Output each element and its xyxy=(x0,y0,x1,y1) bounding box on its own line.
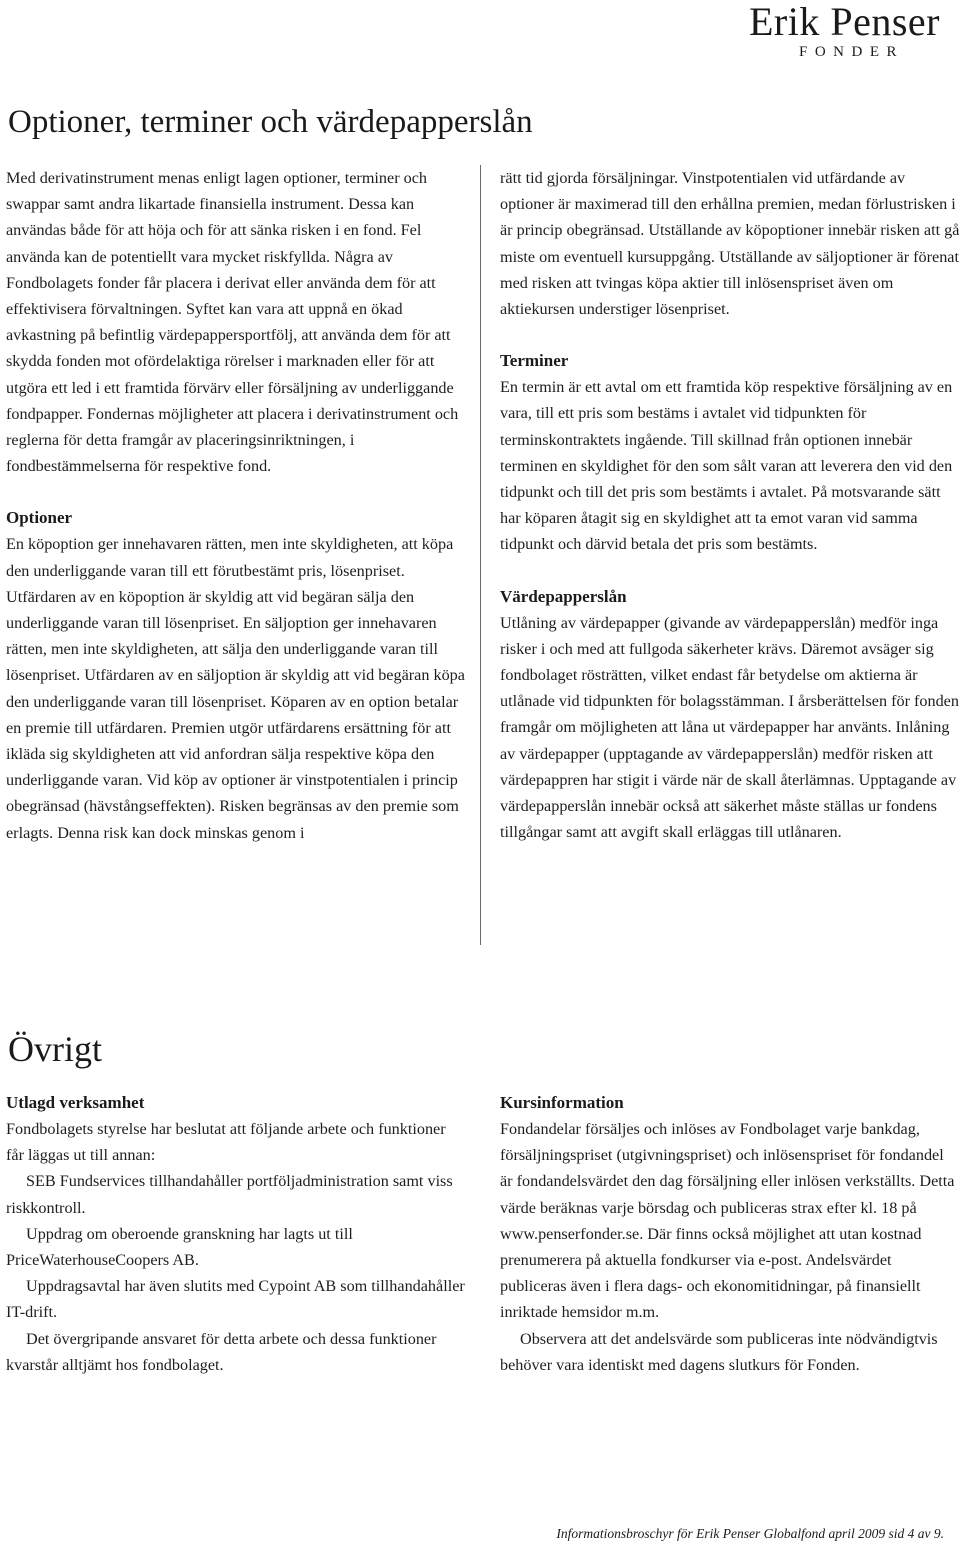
left-column xyxy=(6,165,466,846)
page-title: Optioner, terminer och värdepapperslån xyxy=(8,104,533,140)
logo-subtitle: FONDER xyxy=(798,44,904,60)
kurs-column xyxy=(500,1090,960,1378)
utlagd-column xyxy=(6,1090,466,1378)
utlagd-item: Uppdragsavtal har även slutits med Cypoint AB som tillhandahåller IT-drift. xyxy=(6,1277,465,1322)
optioner-heading: Optioner xyxy=(6,508,73,528)
utlagd-intro: Fondbolagets styrelse har beslutat att följande arbete och funktioner får läggas ut till annan: xyxy=(6,1120,446,1165)
utlagd-item: Det övergripande ansvaret för detta arbete och dessa funktioner kvarstår alltjämt hos fondbolaget. xyxy=(6,1329,437,1374)
utlagd-item: SEB Fundservices tillhandahåller portföljadministration samt viss riskkontroll. xyxy=(6,1172,453,1217)
utlagd-item: Uppdrag om oberoende granskning har lagts ut till PriceWaterhouseCoopers AB. xyxy=(6,1224,353,1270)
right-column xyxy=(500,165,960,845)
vardepapperslan-paragraph: Utlåning av värdepapper (givande av värdepapperslån) medför inga risker i och med att fullgoda säkerheter krävs. Däremot avsäger sig fondbolaget rösträtten, vilket endast får betydelse om aktierna är utlånade vid tidpunkten för bolagsstämman. I årsberättelsen för fonden framgår om möjligheten att låna ut värdepapper har använts. Inlåning av värdepapper (upptagande av värdepapperslån) medför risken att värdepappren har stigit i värde när de skall återlämnas. Upptagande av värdepapperslån innebär också att säkerhet måste ställas ur fondens tillgångar samt att avgift skall erläggas till utlånaren. xyxy=(500,613,959,842)
vardepapperslan-heading: Värdepapperslån xyxy=(500,586,627,606)
optioner-continued-paragraph: rätt tid gjorda försäljningar. Vinstpotentialen vid utfärdande av optioner är maximerad till den erhållna premien, medan förlustrisken i är princip obegränsad. Utställande av köpoptioner innebär risken att gå miste om eventuell kursuppgång. Utställande av säljoptioner är förenat med risken att tvingas köpa aktier till inlösenspriset även om aktiekursen understiger lösenpriset. xyxy=(500,169,960,319)
utlagd-heading: Utlagd verksamhet xyxy=(6,1093,145,1112)
kurs-note: Observera att det andelsvärde som publiceras inte nödvändigtvis behöver vara identiskt med dagens slutkurs för Fonden. xyxy=(500,1329,938,1374)
page-footer: Informationsbroschyr för Erik Penser Globalfond april 2009 sid 4 av 9. xyxy=(556,1526,944,1541)
terminer-paragraph: En termin är ett avtal om ett framtida köp respektive försäljning av en vara, till ett pris som bestäms i avtalet vid tidpunkten för terminskontraktets ingående. Till skillnad från optionen innebär terminen en skyldighet för den som sålt varan att leverera den vid den tidpunkt och till det pris som bestämts i avtalet. På motsvarande sätt har köparen åtagit sig en skyldighet att ta emot varan vid samma tidpunkt och därvid betala det pris som bestämts. xyxy=(500,378,953,554)
kurs-heading: Kursinformation xyxy=(500,1093,624,1112)
ovrigt-title: Övrigt xyxy=(8,1029,102,1069)
kurs-paragraph: Fondandelar försäljes och inlöses av Fondbolaget varje bankdag, försäljningspriset (utgivningspriset) och inlösenspriset för fondandel är fondandelsvärdet den dag försäljning eller inlösen verkställts. Detta värde beräknas varje börsdag och publiceras strax efter kl. 18 på www.penserfonder.se. Där finns också möjlighet att utan kostnad prenumerera på aktuella fondkurser via e-post. Andelsvärdet publiceras även i flera dags- och ekonomitidningar, på finansiellt inriktade hemsidor m.m. xyxy=(500,1120,955,1322)
column-divider xyxy=(480,165,481,945)
logo xyxy=(749,2,940,61)
logo-name: Erik Penser xyxy=(748,0,940,44)
optioner-paragraph: En köpoption ger innehavaren rätten, men inte skyldigheten, att köpa den underliggande varan till ett förutbestämt pris, lösenpriset. Utfärdaren av en köpoption är skyldig att vid begäran sälja den underliggande varan till lösenpriset. En säljoption ger innehavaren rätten, men inte skyldigheten, att sälja den underliggande varan till lösenpriset. Utfärdaren av en säljoption är skyldig att vid begäran köpa den underliggande varan till lösenpriset. Köparen av en option betalar en premie till utfärdaren. Premien utgör utfärdarens ersättning för att ikläda sig skyldigheten att vid anfordran sälja respektive köpa den underliggande varan. Vid köp av optioner är vinstpotentialen i princip obegränsad (hävstångseffekten). Risken begränsas av den premie som erlagts. Denna risk kan dock minskas genom i xyxy=(6,535,465,842)
terminer-heading: Terminer xyxy=(500,351,569,371)
intro-paragraph: Med derivatinstrument menas enligt lagen optioner, terminer och swappar samt andra likartade finansiella instrument. Dessa kan användas både för att höja och för att sänka risken i en fond. Fel använda kan de potentiellt vara mycket riskfyllda. Några av Fondbolagets fonder får placera i derivat eller använda dem för att effektivisera förvaltningen. Syftet kan vara att uppnå en ökad avkastning på befintlig värdepappersportfölj, att använda dem för att skydda fonden mot ofördelaktiga rörelser i marknaden eller för att utgöra ett led i ett framtida förvärv eller försäljning av underliggande fondpapper. Fondernas möjligheter att placera i derivatinstrument och reglerna för detta framgår av placeringsinriktningen, i fondbestämmelserna för respektive fond. xyxy=(6,169,459,476)
